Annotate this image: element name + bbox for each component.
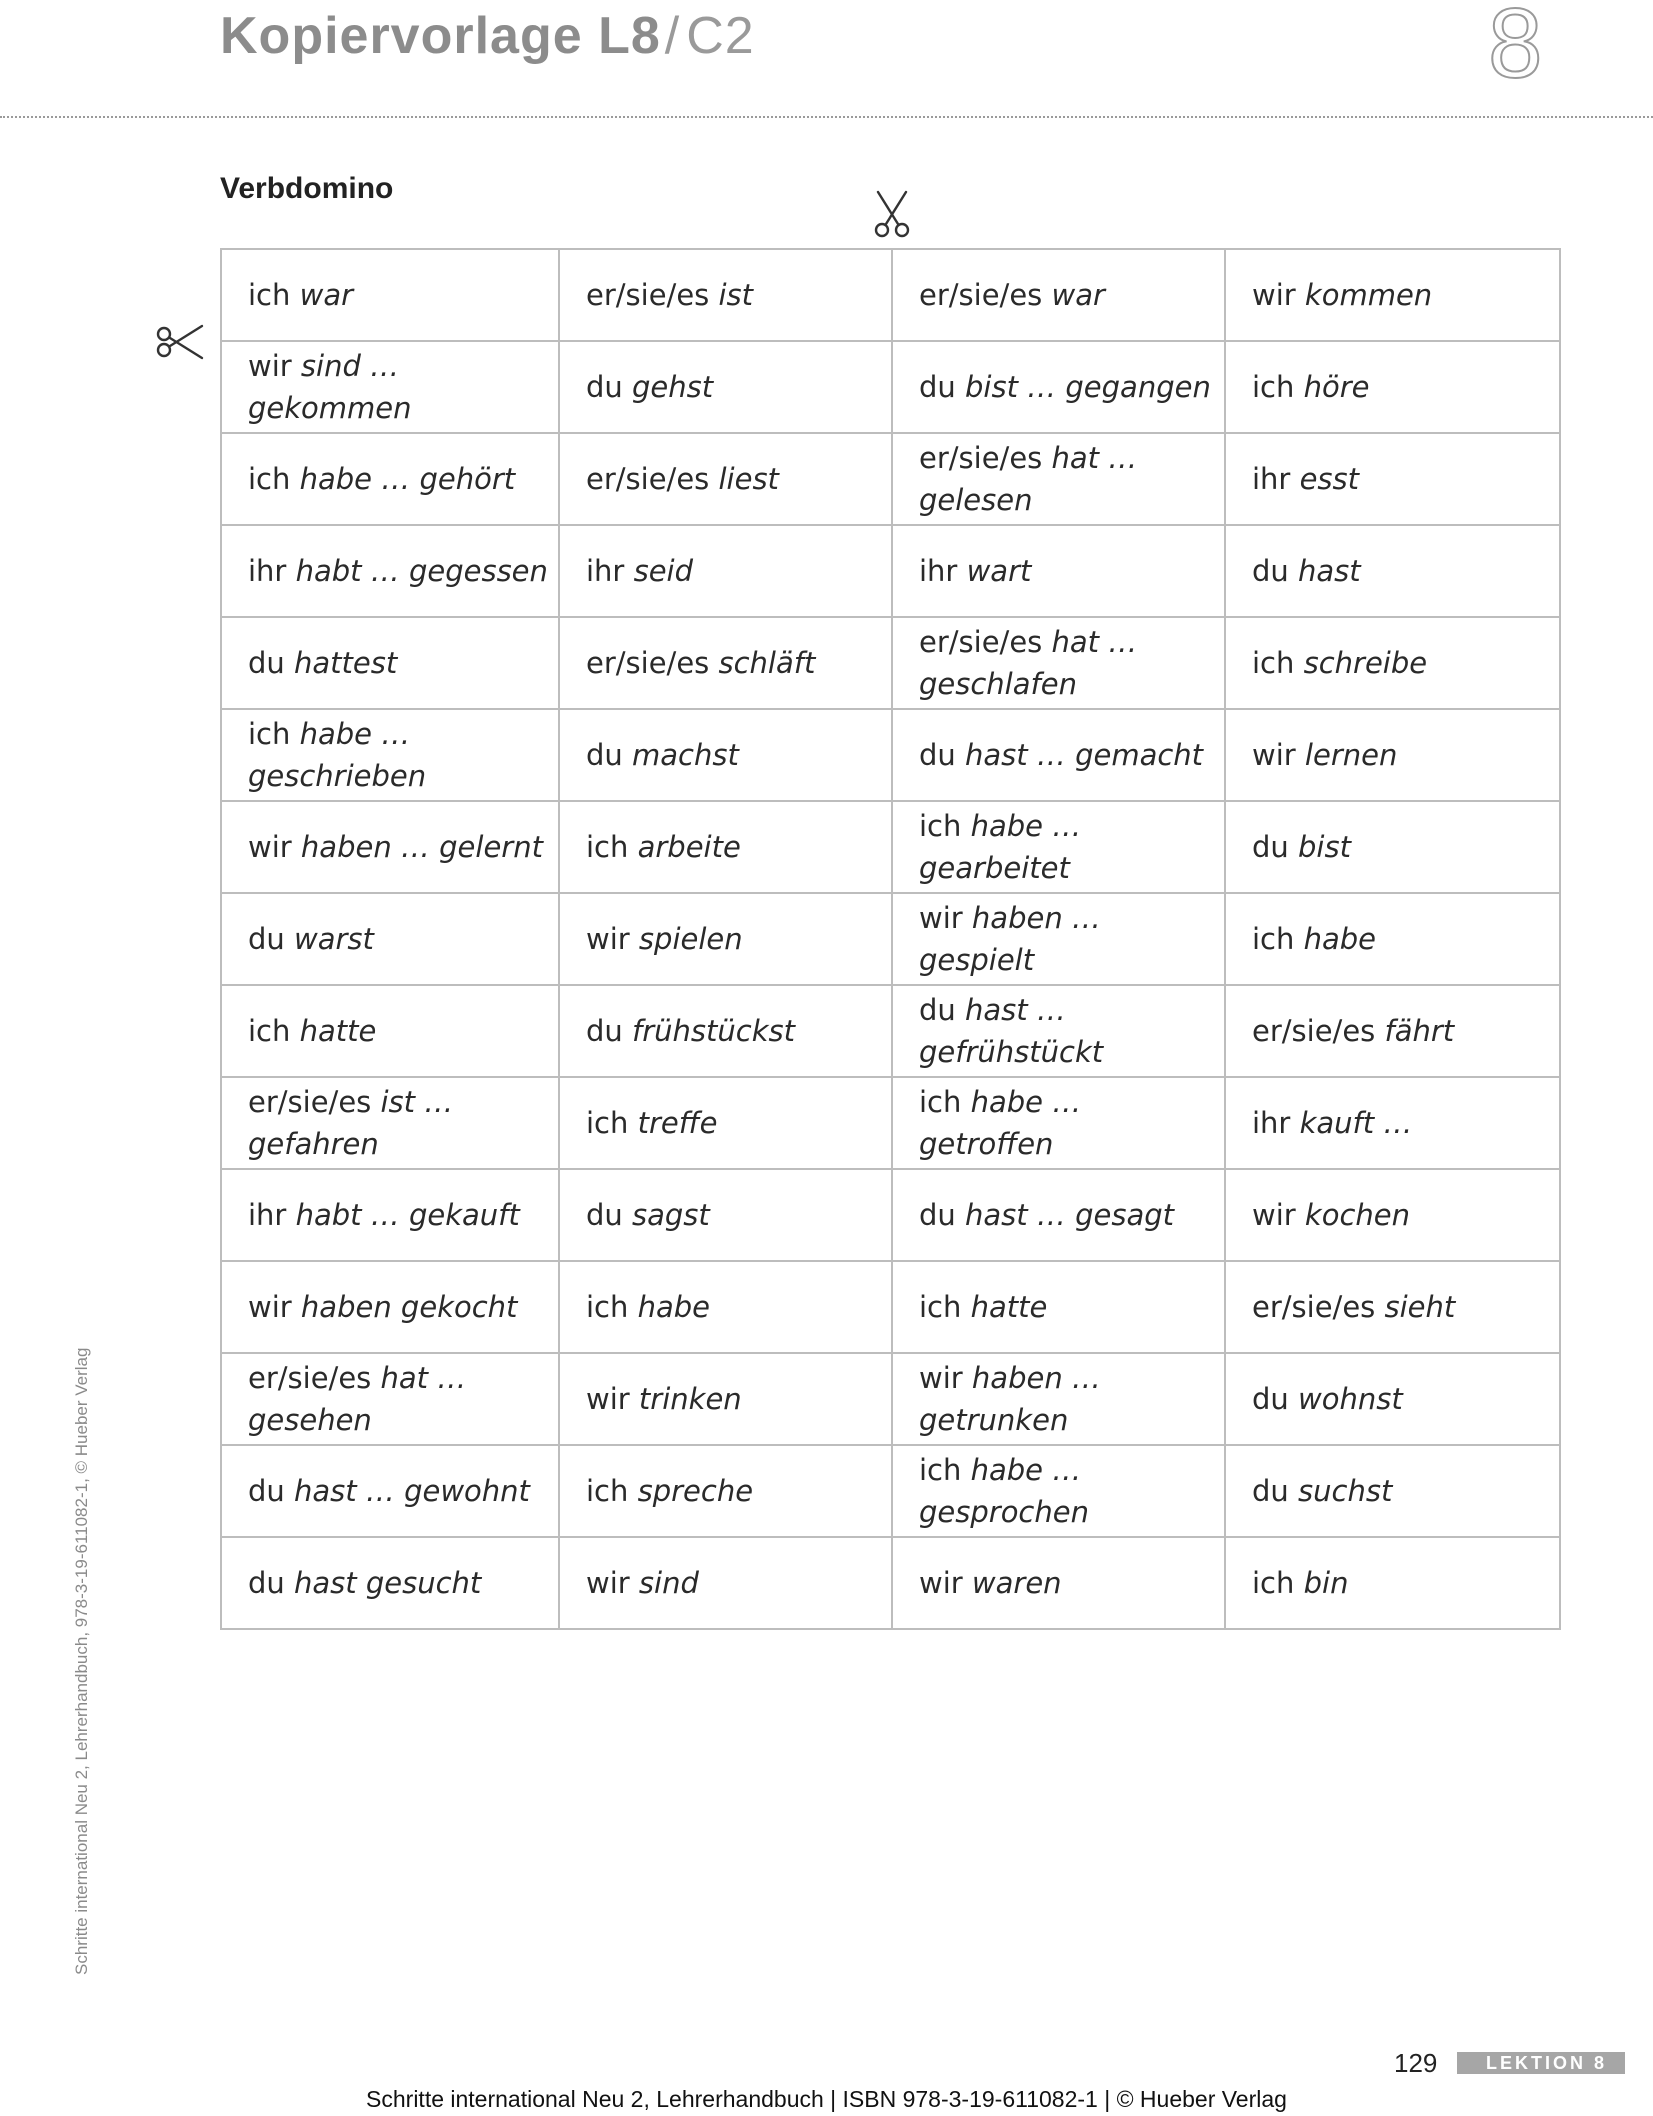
domino-cell	[559, 1169, 892, 1261]
domino-cell	[1225, 1353, 1560, 1445]
scissors-icon	[156, 320, 204, 364]
table-row	[221, 1169, 1560, 1261]
pronoun: du	[586, 1014, 623, 1048]
domino-cell	[559, 341, 892, 433]
table-row	[221, 1445, 1560, 1537]
pronoun: ich	[586, 1290, 629, 1324]
domino-cell	[559, 985, 892, 1077]
domino-cell	[1225, 1261, 1560, 1353]
verb-form: hatte	[299, 1014, 377, 1048]
verb-form: spreche	[637, 1474, 754, 1508]
verb-form: waren	[971, 1566, 1062, 1600]
pronoun: ich	[919, 1453, 962, 1487]
verb-form: hat … gelesen	[919, 441, 1138, 517]
pronoun: wir	[586, 1566, 630, 1600]
table-row	[221, 1537, 1560, 1629]
domino-cell	[892, 1353, 1225, 1445]
pronoun: ich	[586, 830, 629, 864]
pronoun: er/sie/es	[586, 462, 710, 496]
pronoun: du	[919, 1198, 956, 1232]
verb-form: habe … getroffen	[919, 1085, 1082, 1161]
scissors-icon	[870, 190, 914, 238]
verb-form: ist	[718, 278, 754, 312]
domino-cell	[1225, 801, 1560, 893]
domino-cell	[1225, 893, 1560, 985]
verb-domino-table	[220, 248, 1561, 1630]
verb-form: habe … gehört	[299, 462, 516, 496]
table-row	[221, 433, 1560, 525]
domino-cell	[892, 1077, 1225, 1169]
verb-form: haben gekocht	[300, 1290, 518, 1324]
verb-form: haben … gelernt	[300, 830, 543, 864]
pronoun: er/sie/es	[248, 1361, 372, 1395]
verb-form: hast gesucht	[294, 1566, 482, 1600]
verb-form: habe … gesprochen	[919, 1453, 1089, 1529]
domino-cell	[221, 893, 559, 985]
domino-cell	[221, 1353, 559, 1445]
verb-form: sieht	[1384, 1290, 1456, 1324]
verb-form: habe	[1303, 922, 1377, 956]
pronoun: ihr	[586, 554, 625, 588]
table-row	[221, 709, 1560, 801]
domino-cell	[221, 1169, 559, 1261]
verb-form: sind … gekommen	[248, 349, 412, 425]
pronoun: ich	[1252, 370, 1295, 404]
domino-cell	[559, 1445, 892, 1537]
domino-cell	[892, 249, 1225, 341]
verb-form: hast	[1298, 554, 1361, 588]
pronoun: ich	[248, 717, 291, 751]
pronoun: ihr	[919, 554, 958, 588]
domino-cell	[559, 709, 892, 801]
pronoun: du	[1252, 554, 1289, 588]
domino-cell	[221, 1261, 559, 1353]
pronoun: er/sie/es	[919, 441, 1043, 475]
verb-form: hast … gefrühstückt	[919, 993, 1104, 1069]
pronoun: ich	[1252, 922, 1295, 956]
verb-form: wohnst	[1298, 1382, 1403, 1416]
domino-cell	[221, 525, 559, 617]
domino-cell	[892, 617, 1225, 709]
verb-form: habt … gekauft	[295, 1198, 520, 1232]
domino-cell	[221, 985, 559, 1077]
verb-form: trinken	[638, 1382, 742, 1416]
domino-cell	[892, 433, 1225, 525]
table-row	[221, 985, 1560, 1077]
verb-form: warst	[294, 922, 374, 956]
verb-form: bist … gegangen	[965, 370, 1211, 404]
pronoun: ich	[248, 278, 291, 312]
domino-cell	[892, 525, 1225, 617]
verb-form: bin	[1303, 1566, 1349, 1600]
table-row	[221, 801, 1560, 893]
domino-cell	[892, 1261, 1225, 1353]
domino-cell	[892, 1537, 1225, 1629]
pronoun: du	[248, 646, 285, 680]
header-divider	[0, 116, 1653, 118]
pronoun: er/sie/es	[1252, 1290, 1376, 1324]
verb-form: hat … geschlafen	[919, 625, 1138, 701]
domino-cell	[892, 801, 1225, 893]
pronoun: du	[248, 922, 285, 956]
domino-cell	[1225, 985, 1560, 1077]
pronoun: du	[1252, 1474, 1289, 1508]
pronoun: du	[586, 1198, 623, 1232]
verb-form: machst	[632, 738, 739, 772]
pronoun: ich	[919, 1290, 962, 1324]
verb-form: esst	[1299, 462, 1360, 496]
verb-form: schläft	[718, 646, 816, 680]
pronoun: ich	[586, 1474, 629, 1508]
page-subtitle: C2	[686, 7, 755, 65]
domino-cell	[1225, 1077, 1560, 1169]
pronoun: ich	[919, 1085, 962, 1119]
verb-form: hast … gewohnt	[294, 1474, 530, 1508]
pronoun: du	[919, 738, 956, 772]
pronoun: wir	[586, 1382, 630, 1416]
domino-cell	[559, 525, 892, 617]
verb-form: frühstückst	[632, 1014, 795, 1048]
verb-form: fährt	[1384, 1014, 1455, 1048]
pronoun: du	[919, 993, 956, 1027]
side-credit: Schritte international Neu 2, Lehrerhandbuch, 978-3-19-611082-1, © Hueber Verlag	[72, 1347, 91, 1975]
domino-cell	[559, 893, 892, 985]
pronoun: du	[248, 1566, 285, 1600]
table-row	[221, 617, 1560, 709]
pronoun: er/sie/es	[919, 625, 1043, 659]
table-row	[221, 525, 1560, 617]
domino-cell	[559, 801, 892, 893]
verb-form: ist … gefahren	[248, 1085, 454, 1161]
pronoun: wir	[919, 1361, 963, 1395]
domino-cell	[1225, 1537, 1560, 1629]
verb-form: kommen	[1304, 278, 1433, 312]
verb-form: war	[1051, 278, 1105, 312]
pronoun: ich	[1252, 1566, 1295, 1600]
pronoun: wir	[248, 830, 292, 864]
pronoun: wir	[248, 1290, 292, 1324]
domino-cell	[892, 893, 1225, 985]
pronoun: wir	[1252, 1198, 1296, 1232]
pronoun: er/sie/es	[919, 278, 1043, 312]
footer-credit: Schritte international Neu 2, Lehrerhandbuch | ISBN 978-3-19-611082-1 | © Hueber Verlag	[366, 2086, 1287, 2112]
pronoun: wir	[248, 349, 292, 383]
domino-cell	[221, 1537, 559, 1629]
pronoun: ich	[248, 1014, 291, 1048]
table-row	[221, 249, 1560, 341]
verb-form: hast … gemacht	[965, 738, 1204, 772]
domino-cell	[221, 433, 559, 525]
domino-cell	[892, 709, 1225, 801]
verb-form: habe … gearbeitet	[919, 809, 1082, 885]
domino-cell	[221, 801, 559, 893]
domino-cell	[559, 1077, 892, 1169]
domino-cell	[559, 617, 892, 709]
section-title: Verbdomino	[220, 172, 394, 205]
domino-cell	[892, 1445, 1225, 1537]
verb-form: sagst	[632, 1198, 710, 1232]
domino-cell	[892, 341, 1225, 433]
pronoun: wir	[919, 1566, 963, 1600]
verb-form: liest	[718, 462, 779, 496]
verb-form: hatte	[970, 1290, 1048, 1324]
lesson-badge: LEKTION 8	[1457, 2052, 1625, 2074]
domino-cell	[221, 341, 559, 433]
domino-cell	[559, 1537, 892, 1629]
verb-form: habt … gegessen	[295, 554, 548, 588]
page-title-main: Kopiervorlage L8	[220, 7, 661, 65]
verb-form: kochen	[1304, 1198, 1411, 1232]
domino-cell	[221, 1077, 559, 1169]
verb-form: kauft …	[1299, 1106, 1413, 1140]
pronoun: ich	[586, 1106, 629, 1140]
verb-form: haben … gespielt	[919, 901, 1101, 977]
verb-form: lernen	[1304, 738, 1398, 772]
pronoun: du	[919, 370, 956, 404]
pronoun: wir	[1252, 738, 1296, 772]
verb-form: habe	[637, 1290, 711, 1324]
pronoun: er/sie/es	[1252, 1014, 1376, 1048]
pronoun: ich	[919, 809, 962, 843]
domino-cell	[1225, 709, 1560, 801]
table-row	[221, 341, 1560, 433]
pronoun: ihr	[1252, 462, 1291, 496]
domino-cell	[221, 1445, 559, 1537]
pronoun: er/sie/es	[586, 278, 710, 312]
table-row	[221, 1353, 1560, 1445]
pronoun: ihr	[1252, 1106, 1291, 1140]
domino-cell	[1225, 249, 1560, 341]
domino-cell	[221, 617, 559, 709]
page-number: 129	[1394, 2048, 1438, 2078]
domino-cell	[1225, 341, 1560, 433]
domino-cell	[892, 985, 1225, 1077]
chapter-number: 8	[1488, 0, 1543, 98]
verb-form: höre	[1303, 370, 1370, 404]
domino-cell	[221, 709, 559, 801]
domino-cell	[221, 249, 559, 341]
table-row	[221, 1077, 1560, 1169]
verb-form: habe … geschrieben	[248, 717, 427, 793]
verb-form: treffe	[637, 1106, 718, 1140]
page-title	[220, 6, 755, 66]
domino-cell	[559, 249, 892, 341]
domino-cell	[1225, 617, 1560, 709]
verb-form: gehst	[632, 370, 714, 404]
pronoun: ich	[1252, 646, 1295, 680]
verb-form: bist	[1298, 830, 1351, 864]
pronoun: ich	[248, 462, 291, 496]
pronoun: er/sie/es	[248, 1085, 372, 1119]
domino-cell	[1225, 525, 1560, 617]
domino-cell	[559, 433, 892, 525]
verb-form: wart	[966, 554, 1032, 588]
domino-cell	[1225, 1445, 1560, 1537]
verb-form: suchst	[1298, 1474, 1393, 1508]
verb-form: haben … getrunken	[919, 1361, 1101, 1437]
verb-form: sind	[638, 1566, 699, 1600]
pronoun: du	[586, 738, 623, 772]
pronoun: wir	[1252, 278, 1296, 312]
verb-form: schreibe	[1303, 646, 1428, 680]
pronoun: du	[248, 1474, 285, 1508]
verb-form: spielen	[638, 922, 743, 956]
pronoun: wir	[919, 901, 963, 935]
verb-form: seid	[633, 554, 694, 588]
pronoun: ihr	[248, 554, 287, 588]
table-row	[221, 893, 1560, 985]
domino-cell	[559, 1353, 892, 1445]
verb-domino-body	[221, 249, 1560, 1629]
pronoun: du	[1252, 830, 1289, 864]
domino-cell	[892, 1169, 1225, 1261]
verb-form: hattest	[294, 646, 398, 680]
pronoun: ihr	[248, 1198, 287, 1232]
pronoun: wir	[586, 922, 630, 956]
verb-form: hat … gesehen	[248, 1361, 467, 1437]
pronoun: er/sie/es	[586, 646, 710, 680]
domino-cell	[1225, 433, 1560, 525]
table-row	[221, 1261, 1560, 1353]
verb-form: war	[299, 278, 354, 312]
domino-cell	[559, 1261, 892, 1353]
domino-cell	[1225, 1169, 1560, 1261]
title-separator: /	[664, 7, 681, 65]
pronoun: du	[1252, 1382, 1289, 1416]
verb-form: arbeite	[637, 830, 741, 864]
verb-form: hast … gesagt	[965, 1198, 1174, 1232]
pronoun: du	[586, 370, 623, 404]
